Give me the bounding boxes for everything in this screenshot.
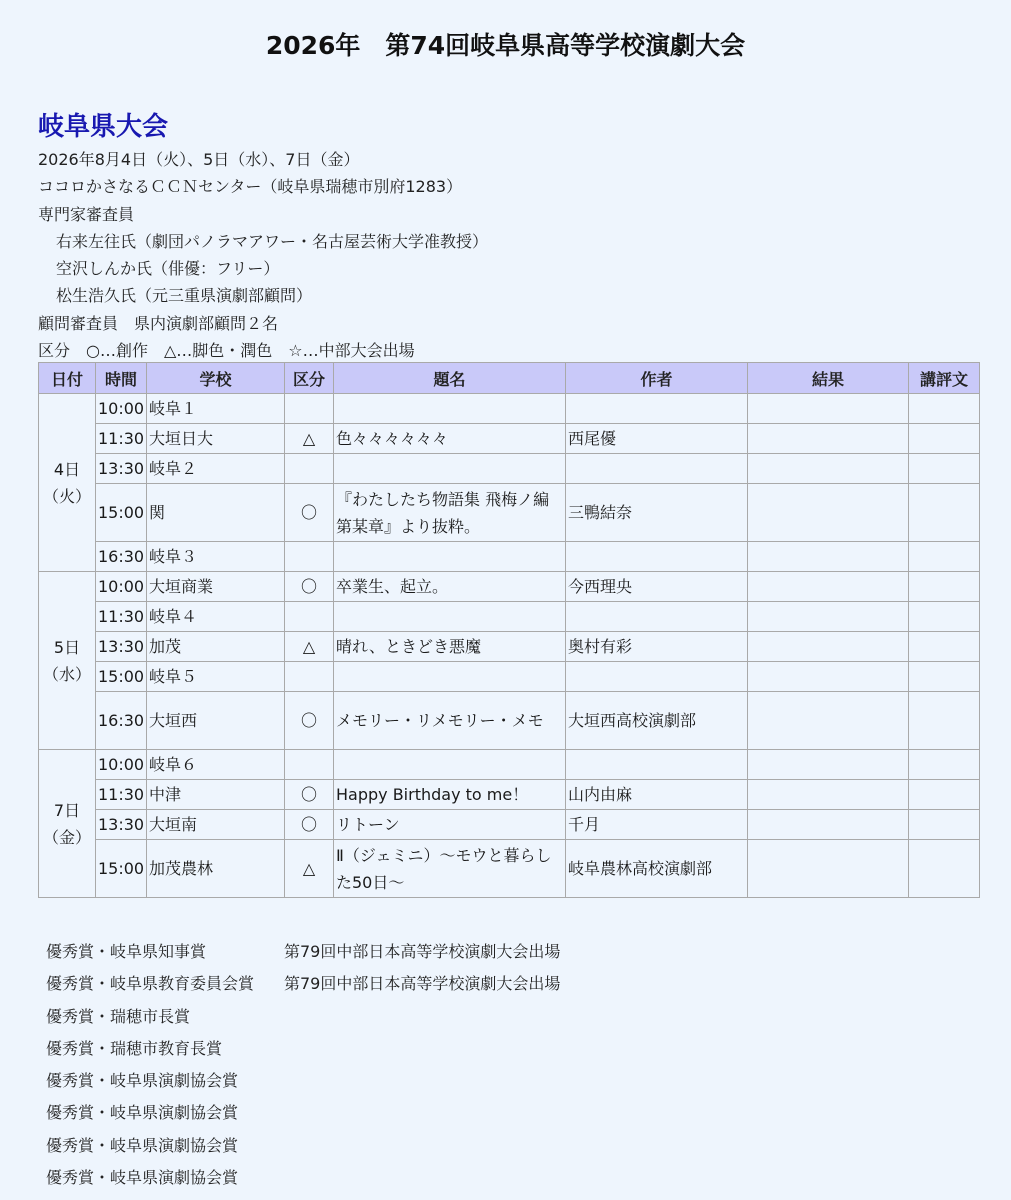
result-cell	[748, 692, 909, 750]
author-cell: 岐阜農林高校演劇部	[566, 840, 748, 898]
category-cell	[285, 394, 334, 424]
header-school: 学校	[147, 363, 285, 394]
date-weekday: （火）	[42, 486, 91, 506]
result-cell	[748, 572, 909, 602]
review-cell	[909, 394, 980, 424]
time-cell: 10:00	[96, 394, 147, 424]
time-cell: 10:00	[96, 750, 147, 780]
category-cell: 〇	[285, 484, 334, 542]
event-date: 2026年8月4日（火）、5日（水）、7日（金）	[38, 150, 360, 169]
school-cell: 岐阜４	[147, 602, 285, 632]
category-cell	[285, 602, 334, 632]
school-cell: 岐阜１	[147, 394, 285, 424]
result-cell	[748, 424, 909, 454]
header-time: 時間	[96, 363, 147, 394]
time-cell: 15:00	[96, 840, 147, 898]
judges-heading: 専門家審査員	[38, 204, 135, 224]
result-cell	[748, 394, 909, 424]
review-cell	[909, 840, 980, 898]
author-cell: 奥村有彩	[566, 632, 748, 662]
category-cell: 〇	[285, 810, 334, 840]
time-cell: 16:30	[96, 692, 147, 750]
result-cell	[748, 750, 909, 780]
play-title-cell: メモリー・リメモリー・メモ	[334, 692, 566, 750]
author-cell	[566, 542, 748, 572]
date-day: 4日	[53, 459, 81, 479]
category-cell	[285, 750, 334, 780]
award-name: 優秀賞・瑞穂市教育長賞	[46, 1038, 223, 1058]
category-cell: △	[285, 632, 334, 662]
table-row	[39, 394, 980, 424]
judge-1: 右来左往氏（劇団パノラマアワー・名古屋芸術大学准教授）	[56, 231, 489, 251]
author-cell	[566, 662, 748, 692]
table-row	[39, 632, 980, 662]
play-title-cell	[334, 542, 566, 572]
time-cell: 13:30	[96, 810, 147, 840]
play-title-cell: 晴れ、ときどき悪魔	[334, 632, 566, 662]
table-row	[39, 484, 980, 542]
award-name: 優秀賞・岐阜県演劇協会賞	[46, 1168, 239, 1188]
author-cell	[566, 602, 748, 632]
category-cell	[285, 662, 334, 692]
event-info	[38, 146, 488, 364]
review-cell	[909, 484, 980, 542]
category-cell: △	[285, 424, 334, 454]
author-cell: 大垣西高校演劇部	[566, 692, 748, 750]
author-cell: 千月	[566, 810, 748, 840]
date-cell	[39, 750, 96, 898]
play-title-cell	[334, 602, 566, 632]
header-result: 結果	[748, 363, 909, 394]
award-name: 優秀賞・岐阜県教育委員会賞	[46, 974, 255, 994]
result-cell	[748, 542, 909, 572]
result-cell	[748, 840, 909, 898]
time-cell: 16:30	[96, 542, 147, 572]
award-name: 優秀賞・岐阜県演劇協会賞	[46, 1135, 239, 1155]
award-item	[46, 970, 560, 1002]
header-author: 作者	[566, 363, 748, 394]
author-cell	[566, 750, 748, 780]
result-cell	[748, 454, 909, 484]
result-cell	[748, 780, 909, 810]
award-name: 優秀賞・岐阜県演劇協会賞	[46, 1071, 239, 1091]
schedule-table	[38, 362, 980, 898]
result-cell	[748, 484, 909, 542]
time-cell: 10:00	[96, 572, 147, 602]
review-cell	[909, 602, 980, 632]
table-row	[39, 662, 980, 692]
review-cell	[909, 572, 980, 602]
award-name: 優秀賞・岐阜県演劇協会賞	[46, 1103, 239, 1123]
table-row	[39, 692, 980, 750]
play-title-cell	[334, 394, 566, 424]
school-cell: 大垣西	[147, 692, 285, 750]
time-cell: 11:30	[96, 602, 147, 632]
judge-3: 松生浩久氏（元三重県演劇部顧問）	[56, 286, 313, 306]
category-cell: 〇	[285, 780, 334, 810]
table-row	[39, 424, 980, 454]
page-title: 2026年 第74回岐阜県高等学校演劇大会	[265, 31, 746, 60]
award-name: 優秀賞・岐阜県知事賞	[46, 942, 207, 961]
school-cell: 加茂農林	[147, 840, 285, 898]
award-item	[46, 1132, 560, 1164]
review-cell	[909, 542, 980, 572]
play-title-cell	[334, 454, 566, 484]
author-cell	[566, 394, 748, 424]
play-title-cell: Happy Birthday to me！	[334, 780, 566, 810]
play-title-cell: 『わたしたち物語集 飛梅ノ編 第某章』より抜粋。	[334, 484, 566, 542]
date-cell	[39, 394, 96, 572]
play-title-cell: Ⅱ（ジェミニ）～モウと暮らした50日～	[334, 840, 566, 898]
header-title: 題名	[334, 363, 566, 394]
schedule-body	[39, 394, 980, 898]
category-cell: 〇	[285, 572, 334, 602]
date-day: 5日	[53, 637, 81, 657]
award-item	[46, 1035, 560, 1067]
award-name: 優秀賞・瑞穂市長賞	[46, 1006, 191, 1026]
author-cell: 西尾優	[566, 424, 748, 454]
table-row	[39, 454, 980, 484]
school-cell: 岐阜６	[147, 750, 285, 780]
award-note: 第79回中部日本高等学校演劇大会出場	[284, 942, 561, 961]
table-row	[39, 602, 980, 632]
date-weekday: （金）	[42, 827, 91, 847]
school-cell: 関	[147, 484, 285, 542]
category-cell: △	[285, 840, 334, 898]
award-item	[46, 1099, 560, 1131]
school-cell: 大垣日大	[147, 424, 285, 454]
date-day: 7日	[53, 800, 81, 820]
play-title-cell	[334, 662, 566, 692]
category-cell	[285, 542, 334, 572]
header-review: 講評文	[909, 363, 980, 394]
awards-list	[46, 938, 560, 1196]
result-cell	[748, 662, 909, 692]
header-date: 日付	[39, 363, 96, 394]
time-cell: 11:30	[96, 424, 147, 454]
school-cell: 岐阜２	[147, 454, 285, 484]
section-title: 岐阜県大会	[38, 112, 169, 142]
time-cell: 15:00	[96, 662, 147, 692]
judge-2: 空沢しんか氏（俳優：フリー）	[56, 259, 280, 279]
time-cell: 13:30	[96, 632, 147, 662]
table-row	[39, 780, 980, 810]
author-cell	[566, 454, 748, 484]
result-cell	[748, 632, 909, 662]
review-cell	[909, 692, 980, 750]
school-cell: 中津	[147, 780, 285, 810]
review-cell	[909, 632, 980, 662]
school-cell: 岐阜５	[147, 662, 285, 692]
time-cell: 15:00	[96, 484, 147, 542]
school-cell: 岐阜３	[147, 542, 285, 572]
author-cell: 三鴨結奈	[566, 484, 748, 542]
date-weekday: （水）	[42, 664, 91, 684]
table-header-row	[39, 363, 980, 394]
play-title-cell	[334, 750, 566, 780]
category-cell	[285, 454, 334, 484]
play-title-cell: 卒業生、起立。	[334, 572, 566, 602]
play-title-cell: 色々々々々々々	[334, 424, 566, 454]
award-item	[46, 1003, 560, 1035]
school-cell: 加茂	[147, 632, 285, 662]
play-title-cell: リトーン	[334, 810, 566, 840]
advisor-judges: 顧問審査員 県内演劇部顧問２名	[38, 313, 279, 333]
school-cell: 大垣南	[147, 810, 285, 840]
table-row	[39, 840, 980, 898]
award-item	[46, 1164, 560, 1196]
result-cell	[748, 602, 909, 632]
header-category: 区分	[285, 363, 334, 394]
review-cell	[909, 810, 980, 840]
category-cell: 〇	[285, 692, 334, 750]
event-venue: ココロかさなるＣＣＮセンター（岐阜県瑞穂市別府1283）	[38, 177, 463, 197]
author-cell: 今西理央	[566, 572, 748, 602]
school-cell: 大垣商業	[147, 572, 285, 602]
date-cell	[39, 572, 96, 750]
result-cell	[748, 810, 909, 840]
table-row	[39, 810, 980, 840]
table-row	[39, 572, 980, 602]
table-row	[39, 750, 980, 780]
table-row	[39, 542, 980, 572]
review-cell	[909, 662, 980, 692]
award-item	[46, 938, 560, 970]
award-item	[46, 1067, 560, 1099]
category-legend: 区分 ○…創作 △…脚色・潤色 ☆…中部大会出場	[38, 341, 415, 361]
award-note: 第79回中部日本高等学校演劇大会出場	[284, 974, 561, 994]
review-cell	[909, 424, 980, 454]
time-cell: 13:30	[96, 454, 147, 484]
author-cell: 山内由麻	[566, 780, 748, 810]
time-cell: 11:30	[96, 780, 147, 810]
review-cell	[909, 750, 980, 780]
review-cell	[909, 780, 980, 810]
review-cell	[909, 454, 980, 484]
